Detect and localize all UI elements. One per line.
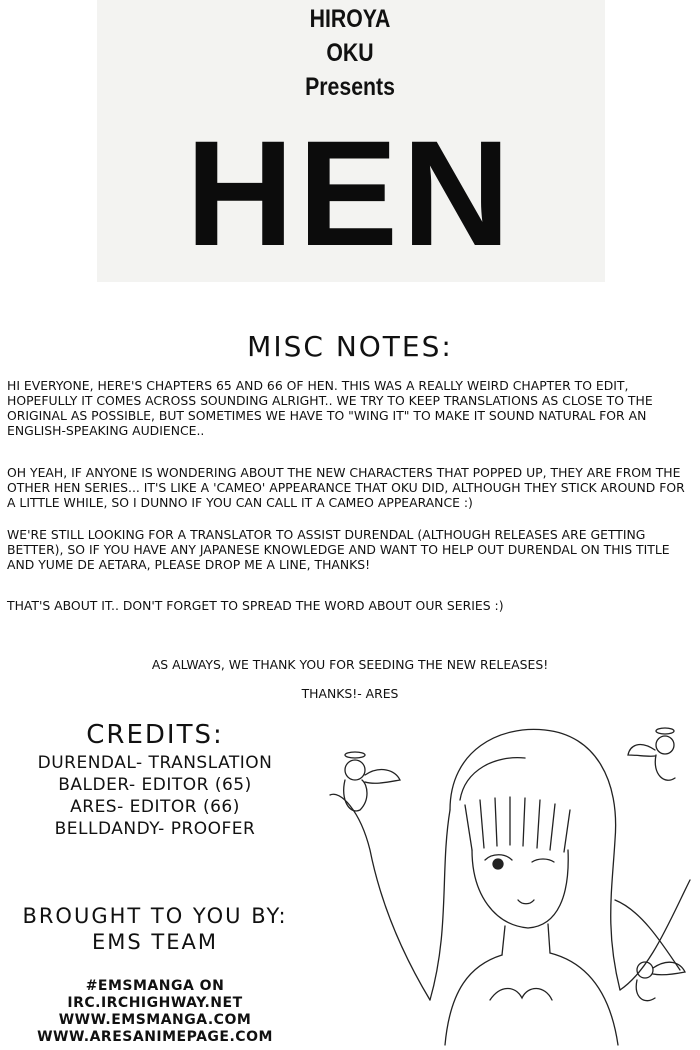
credits-list [0, 752, 310, 840]
note-paragraph: OH YEAH, IF ANYONE IS WONDERING ABOUT THE NEW CHARACTERS THAT POPPED UP, THEY ARE FROM THE OTHER HEN SERIES... IT'S LIKE A 'CAMEO' APPEARANCE THAT OKU DID, ALTHOUGH THEY STICK AROUND FOR A LITTLE WHILE, SO I DUNNO IF YOU CAN CALL IT A CAMEO APPEARANCE :) [7, 465, 685, 510]
author-last-name: OKU [326, 39, 374, 67]
credit-entry: BALDER- EDITOR (65) [58, 775, 252, 795]
irc-server: IRC.IRCHIGHWAY.NET [67, 995, 243, 1011]
brought-to-you-heading: BROUGHT TO YOU BY: [22, 904, 288, 928]
note-paragraph: HI EVERYONE, HERE'S CHAPTERS 65 AND 66 OF HEN. THIS WAS A REALLY WEIRD CHAPTER TO EDIT, HOPEFULLY IT COMES ACROSS SOUNDING ALRIGHT.. WE TRY TO KEEP TRANSLATIONS AS CLOSE TO THE ORIGINAL AS POSSIBLE, BUT SOMETIMES WE HAVE TO "WING IT" TO MAKE IT SOUND NATURAL FOR AN ENGLISH-SPEAKING AUDIENCE.. [7, 378, 653, 438]
website-link: WWW.ARESANIMEPAGE.COM [37, 1029, 273, 1045]
thanks-line: AS ALWAYS, WE THANK YOU FOR SEEDING THE NEW RELEASES! [151, 657, 549, 672]
presents-label: Presents [305, 73, 395, 101]
manga-title: HEN [185, 109, 515, 277]
misc-notes-heading: MISC NOTES: [247, 330, 453, 363]
credit-entry: ARES- EDITOR (66) [70, 797, 240, 817]
team-name: EMS TEAM [92, 930, 218, 954]
manga-girl-illustration [300, 700, 700, 1050]
contact-list [0, 978, 310, 1046]
credit-entry: DURENDAL- TRANSLATION [37, 753, 273, 773]
credits-heading: CREDITS: [86, 720, 224, 750]
signoff-line: THANKS!- ARES [301, 686, 399, 701]
note-paragraph: THAT'S ABOUT IT.. DON'T FORGET TO SPREAD THE WORD ABOUT OUR SERIES :) [7, 598, 504, 613]
irc-channel: #EMSMANGA ON [85, 978, 225, 994]
website-link: WWW.EMSMANGA.COM [58, 1012, 252, 1028]
author-first-name: HIROYA [309, 5, 391, 33]
note-paragraph: WE'RE STILL LOOKING FOR A TRANSLATOR TO ASSIST DURENDAL (ALTHOUGH RELEASES ARE GETTING BETTER), SO IF YOU HAVE ANY JAPANESE KNOWLEDGE AND WANT TO HELP OUT DURENDAL ON THIS TITLE AND YUME DE AETARA, PLEASE DROP ME A LINE, THANKS! [7, 527, 670, 572]
credit-entry: BELLDANDY- PROOFER [54, 819, 256, 839]
